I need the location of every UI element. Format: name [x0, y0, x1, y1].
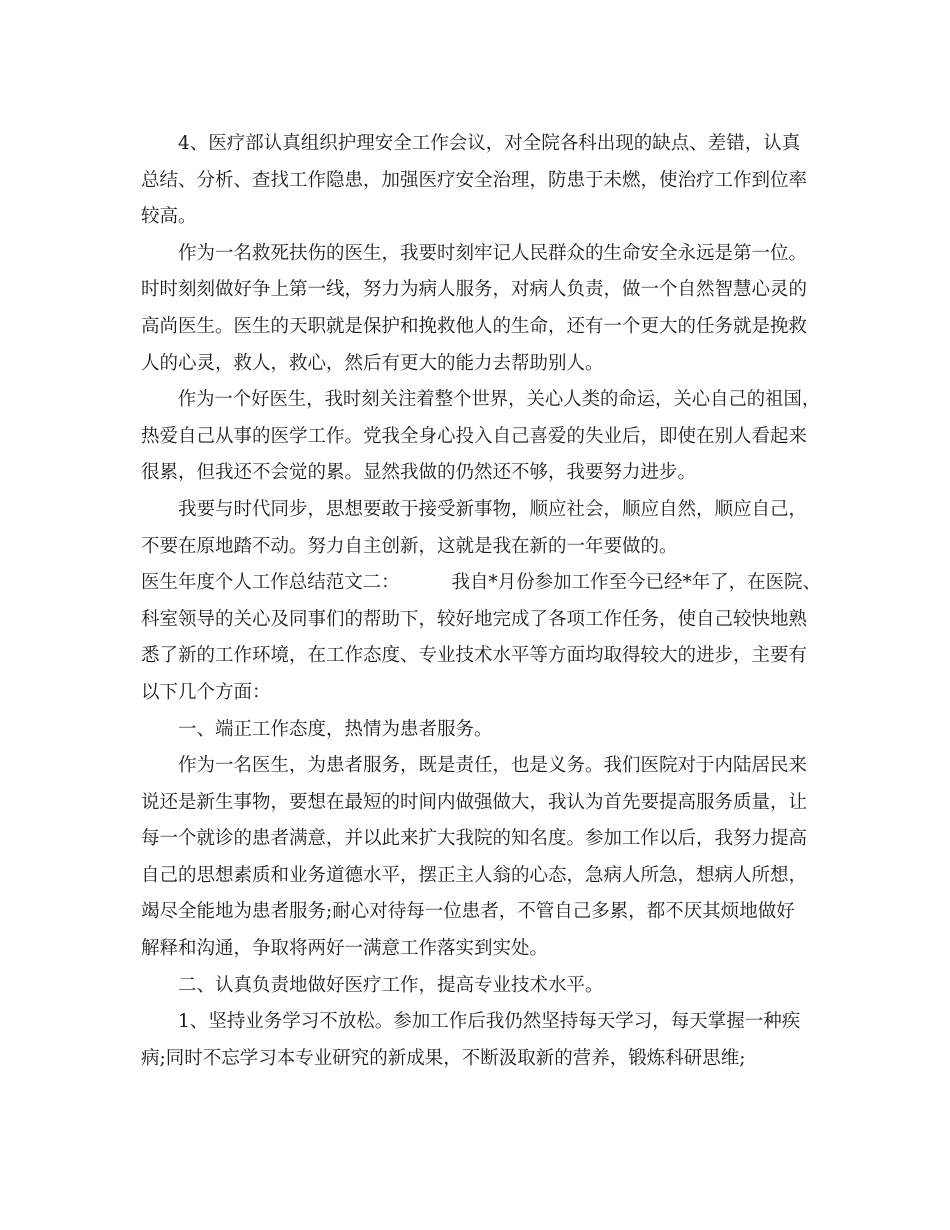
- line-text: 不要在原地踏不动。努力自主创新，这就是我在新的一年要做的。: [141, 535, 678, 557]
- text-line: [141, 163, 821, 200]
- text-line: [141, 455, 821, 492]
- line-text: 说还是新生事物，要想在最短的时间内做强做大，我认为首先要提高服务质量，让: [141, 791, 808, 813]
- text-line: [141, 675, 821, 712]
- line-text: 较高。: [141, 206, 197, 228]
- text-line: [141, 894, 821, 931]
- line-text: 一、端正工作态度，热情为患者服务。: [178, 718, 493, 740]
- line-text: 自己的思想素质和业务道德水平，摆正主人翁的心态，急病人所急，想病人所想，: [141, 864, 808, 886]
- text-line: [141, 1041, 821, 1078]
- document-body: [141, 126, 821, 1077]
- line-text: 作为一名医生，为患者服务，既是责任，也是义务。我们医院对于内陆居民来: [178, 755, 808, 777]
- text-line: [141, 309, 821, 346]
- text-line: [141, 346, 821, 383]
- line-text: 热爱自己从事的医学工作。党我全身心投入自己喜爱的失业后，即使在别人看起来: [141, 425, 808, 447]
- text-line: [141, 858, 821, 895]
- line-text: 竭尽全能地为患者服务;耐心对待每一位患者，不管自己多累，都不厌其烦地做好: [141, 901, 795, 923]
- line-text: 我要与时代同步，思想要敢于接受新事物，顺应社会，顺应自然，顺应自己，: [178, 498, 808, 520]
- text-line: [141, 565, 820, 602]
- line-text: 悉了新的工作环境，在工作态度、专业技术水平等方面均取得较大的进步，主要有: [141, 645, 808, 667]
- text-line: [141, 821, 821, 858]
- line-text: 以下几个方面：: [141, 681, 271, 703]
- line-text: 4、医疗部认真组织护理安全工作会议，对全院各科出现的缺点、差错，认真: [178, 133, 801, 154]
- line-text: 作为一名救死扶伤的医生，我要时刻牢记人民群众的生命安全永远是第一位。: [178, 242, 808, 264]
- line-text: 医生年度个人工作总结范文二：: [141, 572, 400, 594]
- line-text-tail: 我自*月份参加工作至今已经*年了，在医院、: [451, 572, 822, 594]
- text-line: [141, 126, 821, 163]
- line-text: 人的心灵，救人，救心，然后有更大的能力去帮助别人。: [141, 352, 604, 374]
- text-line: [141, 1004, 821, 1041]
- line-text: 作为一个好医生，我时刻关注着整个世界，关心人类的命运，关心自己的祖国，: [177, 389, 821, 411]
- line-text: 1、坚持业务学习不放松。参加工作后我仍然坚持每天学习，每天掌握一种疾: [178, 1011, 801, 1033]
- line-text: 总结、分析、查找工作隐患，加强医疗安全治理，防患于未燃，使治疗工作到位率: [141, 169, 808, 191]
- line-text: 很累，但我还不会觉的累。显然我做的仍然还不够，我要努力进步。: [141, 462, 697, 484]
- text-line: [141, 931, 821, 968]
- text-line: [141, 638, 821, 675]
- text-line: [141, 199, 821, 236]
- text-line: [141, 236, 821, 273]
- line-text: 每一个就诊的患者满意，并以此来扩大我院的知名度。参加工作以后，我努力提高: [141, 828, 808, 850]
- line-text: 病;同时不忘学习本专业研究的新成果，不断汲取新的营养，锻炼科研思维;: [141, 1047, 746, 1069]
- line-text: 二、认真负责地做好医疗工作，提高专业技术水平。: [178, 974, 604, 996]
- line-text: 时时刻刻做好争上第一线，努力为病人服务，对病人负责，做一个自然智慧心灵的: [141, 279, 808, 301]
- text-line: [141, 492, 821, 529]
- text-line: [141, 712, 821, 749]
- text-line: [141, 602, 821, 639]
- text-line: [141, 968, 821, 1005]
- text-line: [141, 748, 821, 785]
- text-line: [141, 529, 821, 566]
- line-text: 解释和沟通，争取将两好一满意工作落实到实处。: [141, 938, 549, 960]
- line-text: 科室领导的关心及同事们的帮助下，较好地完成了各项工作任务，使自己较快地熟: [141, 608, 808, 630]
- text-line: [141, 272, 821, 309]
- text-line: [141, 785, 821, 822]
- text-line: [141, 419, 821, 456]
- line-text: 高尚医生。医生的天职就是保护和挽救他人的生命，还有一个更大的任务就是挽救: [141, 315, 808, 337]
- text-line: [141, 382, 821, 419]
